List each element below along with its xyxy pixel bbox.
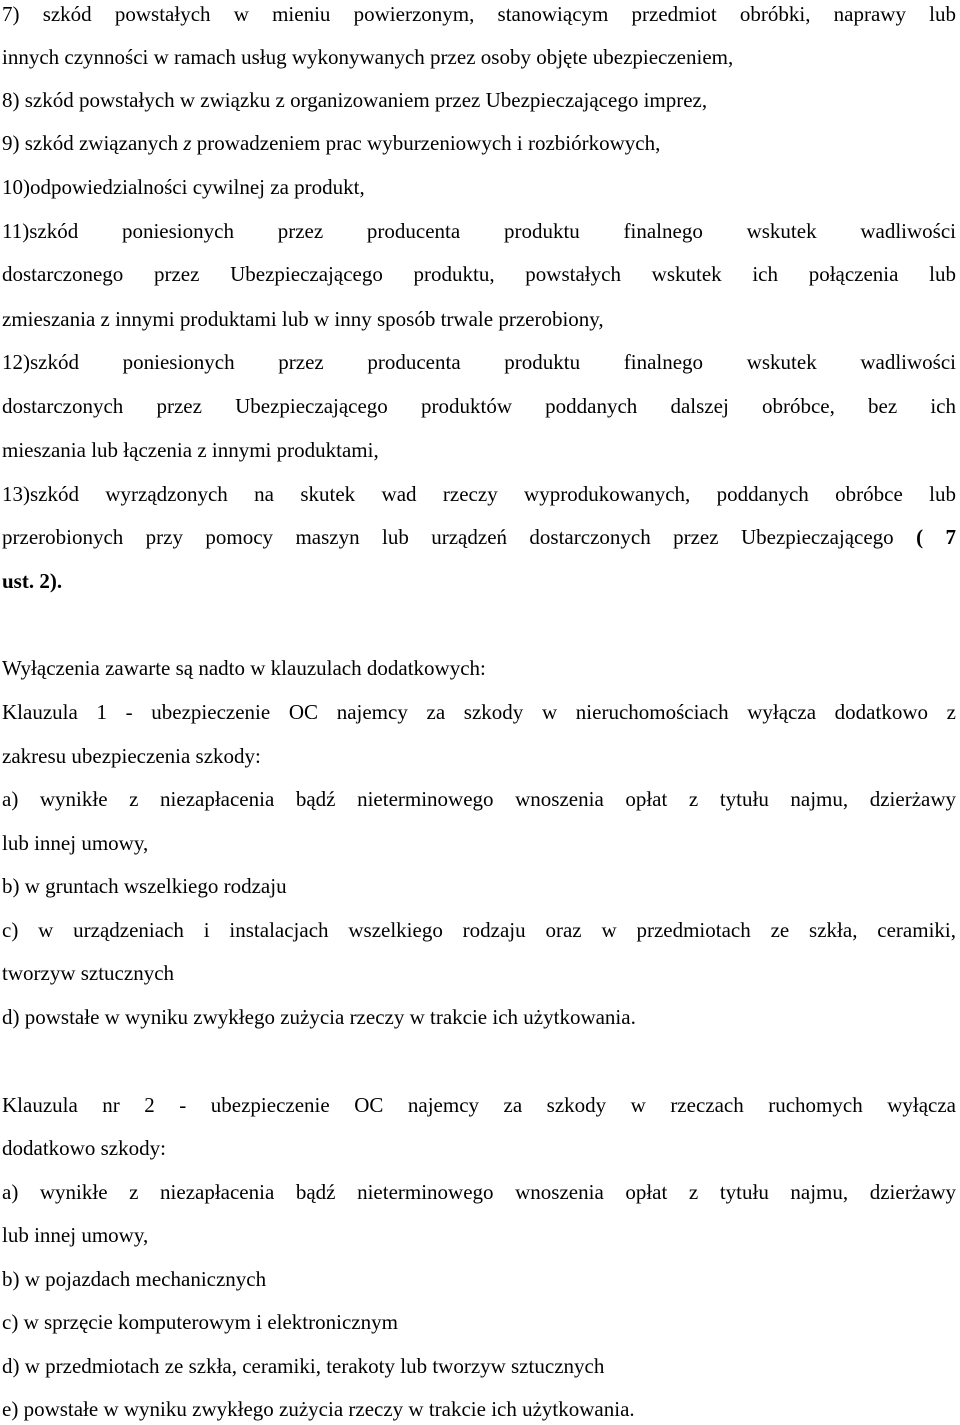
list-item: c) w sprzęcie komputerowym i elektronicznym [2, 1310, 398, 1334]
text-line: dostarczonych przez Ubezpieczającego produktów poddanych dalszej obróbce, bez ich [2, 394, 956, 418]
text-line: lub innej umowy, [2, 1223, 149, 1247]
text-line: 10)odpowiedzialności cywilnej za produkt, [2, 175, 365, 199]
text-line: zakresu ubezpieczenia szkody: [2, 744, 261, 768]
text-line: 13)szkód wyrządzonych na skutek wad rzeczy wyprodukowanych, poddanych obróbce lub [2, 482, 956, 506]
list-item: d) w przedmiotach ze szkła, ceramiki, terakoty lub tworzyw sztucznych [2, 1354, 605, 1378]
text-line-bold: ust. 2). [2, 569, 63, 593]
clause-heading: Klauzula 1 - ubezpieczenie OC najemcy za szkody w nieruchomościach wyłącza dodatkowo z [2, 700, 956, 724]
text-line [2, 522, 956, 552]
text-segment: przerobionych przy pomocy maszyn lub urządzeń dostarczonych przez Ubezpieczającego [2, 525, 917, 549]
clause-heading: Klauzula nr 2 - ubezpieczenie OC najemcy za szkody w rzeczach ruchomych wyłącza [2, 1093, 956, 1117]
text-segment: prowadzeniem prac wyburzeniowych i rozbiórkowych, [191, 131, 661, 155]
text-segment-italic: z [183, 131, 192, 155]
text-line: zmieszania z innymi produktami lub w inny sposób trwale przerobiony, [2, 307, 604, 331]
list-item: a) wynikłe z niezapłacenia bądź nieterminowego wnoszenia opłat z tytułu najmu, dzierżawy [2, 1180, 956, 1204]
text-segment-bold: ( 7 [916, 525, 956, 549]
text-line: 7) szkód powstałych w mieniu powierzonym, stanowiącym przedmiot obróbki, naprawy lub [2, 2, 956, 26]
text-segment: 9) szkód związanych [2, 131, 184, 155]
text-line: 8) szkód powstałych w związku z organizowaniem przez Ubezpieczającego imprez, [2, 88, 708, 112]
text-line: innych czynności w ramach usług wykonywanych przez osoby objęte ubezpieczeniem, [2, 45, 734, 69]
text-line: dodatkowo szkody: [2, 1136, 166, 1160]
text-line: lub innej umowy, [2, 831, 149, 855]
text-line: 12)szkód poniesionych przez producenta produktu finalnego wskutek wadliwości [2, 350, 956, 374]
list-item: b) w gruntach wszelkiego rodzaju [2, 874, 287, 898]
text-line: dostarczonego przez Ubezpieczającego produktu, powstałych wskutek ich połączenia lub [2, 262, 956, 286]
text-line: tworzyw sztucznych [2, 961, 175, 985]
list-item: b) w pojazdach mechanicznych [2, 1267, 267, 1291]
text-line: mieszania lub łączenia z innymi produktami, [2, 438, 379, 462]
text-line [2, 128, 956, 158]
text-line: 11)szkód poniesionych przez producenta produktu finalnego wskutek wadliwości [2, 219, 956, 243]
list-item: d) powstałe w wyniku zwykłego zużycia rzeczy w trakcie ich użytkowania. [2, 1005, 636, 1029]
section-intro: Wyłączenia zawarte są nadto w klauzulach dodatkowych: [2, 656, 486, 680]
list-item: c) w urządzeniach i instalacjach wszelkiego rodzaju oraz w przedmiotach ze szkła, ceramiki, [2, 918, 956, 942]
list-item: e) powstałe w wyniku zwykłego zużycia rzeczy w trakcie ich użytkowania. [2, 1397, 635, 1421]
list-item: a) wynikłe z niezapłacenia bądź nieterminowego wnoszenia opłat z tytułu najmu, dzierżawy [2, 787, 956, 811]
